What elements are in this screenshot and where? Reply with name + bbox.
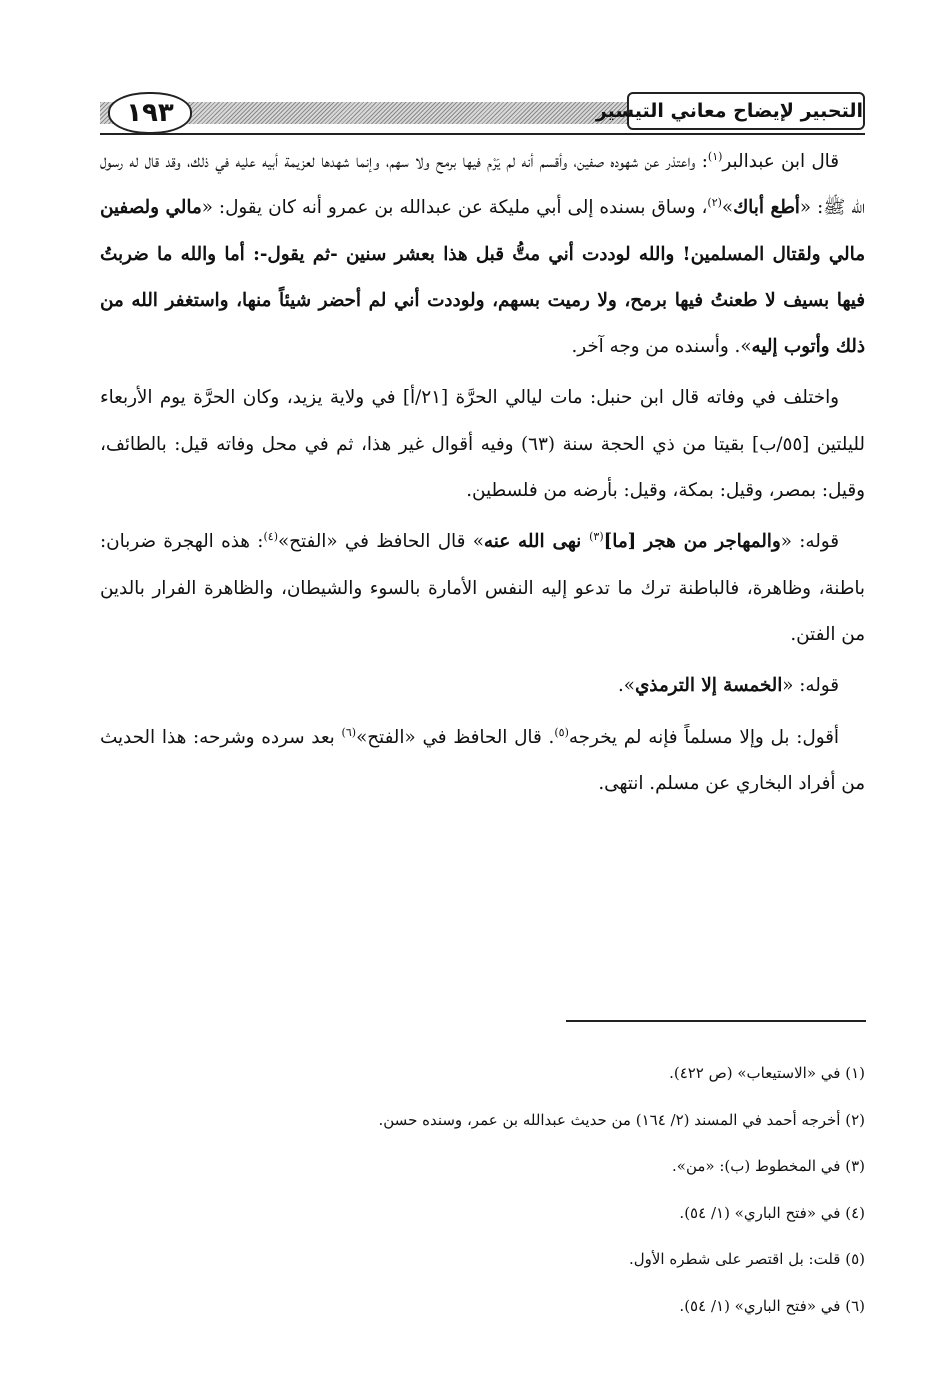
paragraph [100,715,865,808]
text-run: : هذه الهجرة ضربان: باطنة، وظاهرة، فالباطنة ترك ما تدعو إليه النفس الأمارة بالسوء والشيطان، والظاهرة الفرار بالدين من الفتن. [100,531,865,645]
text-run: » [721,197,734,219]
text-run: قوله: « [780,531,839,553]
footnote: (١) في «الاستيعاب» (ص ٤٢٢). [669,1064,865,1082]
header-rule [100,133,865,135]
text-run: ». [617,675,635,697]
footnote: (٤) في «فتح الباري» (١/ ٥٤). [679,1203,865,1222]
footnote: (٢) أخرجه أحمد في المسند (٢/ ١٦٤) من حديث عبدالله بن عمر، وسنده حسن. [378,1110,865,1129]
footnote-marker: (٣) [589,530,604,544]
footnote: (٣) في المخطوط (ب): «من». [672,1157,865,1176]
text-run: قال ابن عبدالبر [722,151,839,172]
text-run: ، وساق بسنده إلى أبي مليكة عن عبدالله بن عمرو أنه كان يقول: « [201,197,708,219]
quoted-text: نهى الله عنه [483,531,590,553]
text-run: ». وأسنده من وجه آخر. [571,336,752,358]
footnote-marker: (٦) [341,725,357,739]
text-run: قوله: « [782,675,839,697]
page-number: ١٩٣ [108,92,192,134]
paragraph [100,375,865,514]
footnote-marker: (٤) [263,530,278,544]
paragraph [100,519,865,658]
footnote: (٥) قلت: بل اقتصر على شطره الأول. [628,1250,865,1269]
footnote-marker: (٢) [707,196,722,210]
page-header [100,92,865,134]
text-run: . قال الحافظ في «الفتح» [356,726,555,748]
quoted-text: والمهاجر من هجر [ما] [603,531,781,553]
text-run: واختلف في وفاته قال ابن حنبل: مات ليالي الحرَّة [٢١/أ] في ولاية يزيد، وكان الحرَّة يوم الأربعاء لليلتين [٥٥/ب] بقيتا من ذي الحجة سنة (٦٣) وفيه أقوال غير هذا، ثم في محل وفاته قيل: بالطائف، وقيل: بمصر، وقيل: بمكة، وقيل: بأرضه من فلسطين. [100,387,865,502]
quoted-text: الخمسة إلا الترمذي [634,675,783,697]
paragraph [100,139,865,370]
paragraph [100,663,865,709]
book-title: التحبير لإيضاح معاني التيسير [627,92,865,130]
main-text [100,139,865,807]
text-run: أقول: بل وإلا مسلماً فإنه لم يخرجه [568,726,839,748]
footnotes [100,1050,865,1330]
footnote: (٦) في «فتح الباري» (١/ ٥٤). [679,1296,865,1315]
footnote-separator [566,1020,866,1022]
text-run: » قال الحافظ في «الفتح» [277,531,484,553]
text-run: : واعتذر عن شهوده صفين، وأقسم أنه لم يَرْم فيها برمح ولا سهم، وإنما شهدها لعزيمة أبيه عليه في ذلك، وقد قال له رسول الله ﷺ: « [100,151,866,219]
quoted-text: مالي ولصفين مالي ولقتال المسلمين! والله لوددت أني متُّ قبل هذا بعشر سنين -ثم يقول-: أما والله ما ضربتُ فيها بسيف لا طعنتُ فيها برمح، ولا رميت بسهم، ولوددت أني لم أحضر شيئاً منها، واستغفر الله من ذلك وأتوب إليه [100,197,865,358]
footnote-marker: (١) [707,149,723,163]
footnote-marker: (٥) [554,725,569,739]
quoted-text: أطع أباك [733,197,800,219]
text-run: بعد سرده وشرحه: هذا الحديث من أفراد البخاري عن مسلم. انتهى. [100,726,865,794]
